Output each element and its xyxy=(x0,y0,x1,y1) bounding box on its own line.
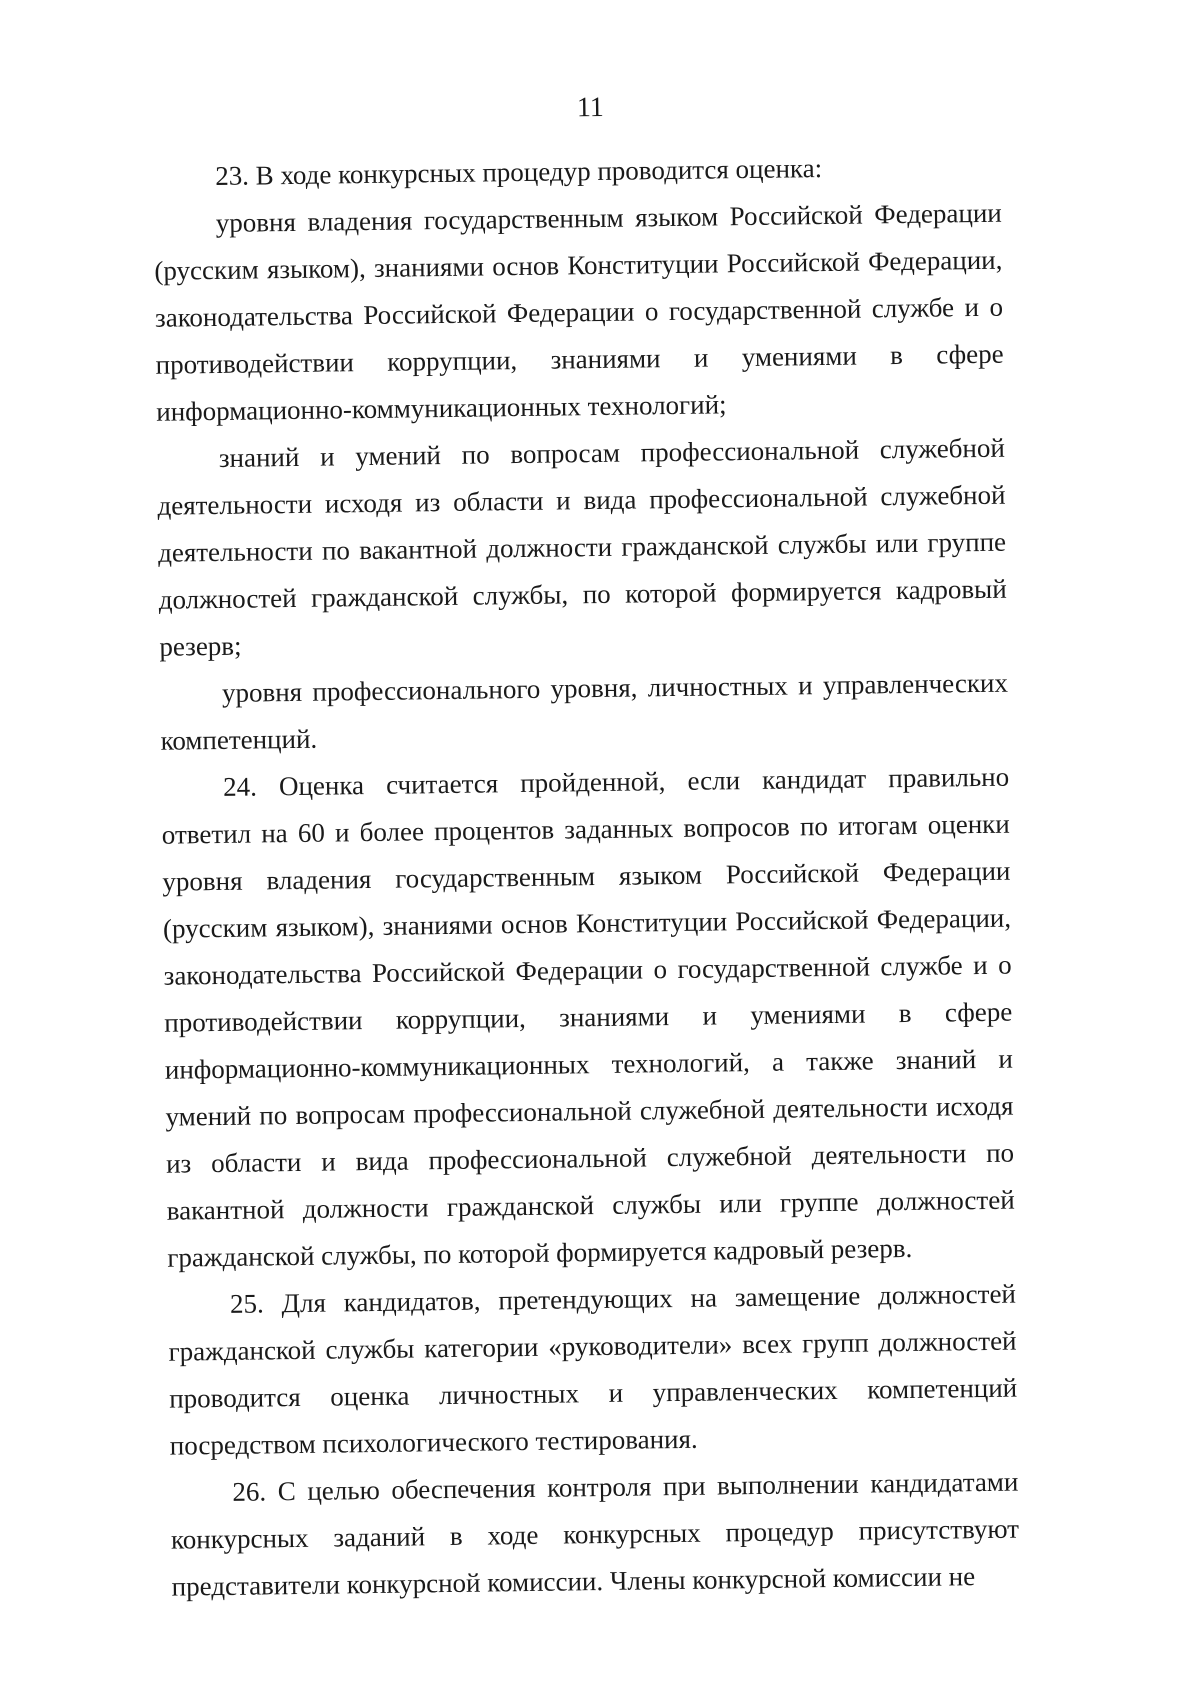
paragraph-26: 26. С целью обеспечения контроля при выполнении кандидатами конкурсных заданий в ходе конкурсных процедур присутствуют представители конкурсной комиссии. Члены конкурсной комиссии не xyxy=(170,1466,1020,1602)
paragraph-24: 24. Оценка считается пройденной, если кандидат правильно ответил на 60 и более процентов заданных вопросов по итогам оценки уровня владения государственным языком Российской Федерации (русским языком), знаниями основ Конституции Российской Федерации, законодательства Российской Федерации о государственной службе и о противодействии коррупции, знаниями и умениями в сфере информационно-коммуникационных технологий, а также знаний и умений по вопросам профессиональной служебной деятельности исходя из области и вида профессиональной служебной деятельности по вакантной должности гражданской службы или группе должностей гражданской службы, по которой формируется кадровый резерв. xyxy=(161,761,1015,1273)
paragraph-23-professional-knowledge: знаний и умений по вопросам профессиональной служебной деятельности исходя из области и вида профессиональной служебной деятельности по вакантной должности гражданской службы или группе должностей гражданской службы, по которой формируется кадровый резерв; xyxy=(157,432,1007,662)
document-body xyxy=(153,143,1020,1611)
paragraph-25: 25. Для кандидатов, претендующих на замещение должностей гражданской службы категории «руководители» всех групп должностей проводится оценка личностных и управленческих компетенций посредством психологического тестирования. xyxy=(168,1278,1018,1461)
page-number: 11 xyxy=(576,91,605,124)
paragraph-23-language-level: уровня владения государственным языком Российской Федерации (русским языком), знаниями основ Конституции Российской Федерации, законодательства Российской Федерации о государственной службе и о противодействии коррупции, знаниями и умениями в сфере информационно-коммуникационных технологий; xyxy=(154,197,1004,427)
paragraph-23-competencies: уровня профессионального уровня, личностных и управленческих компетенций. xyxy=(160,667,1009,756)
paragraph-23-intro: 23. В ходе конкурсных процедур проводится оценка: xyxy=(215,153,823,191)
